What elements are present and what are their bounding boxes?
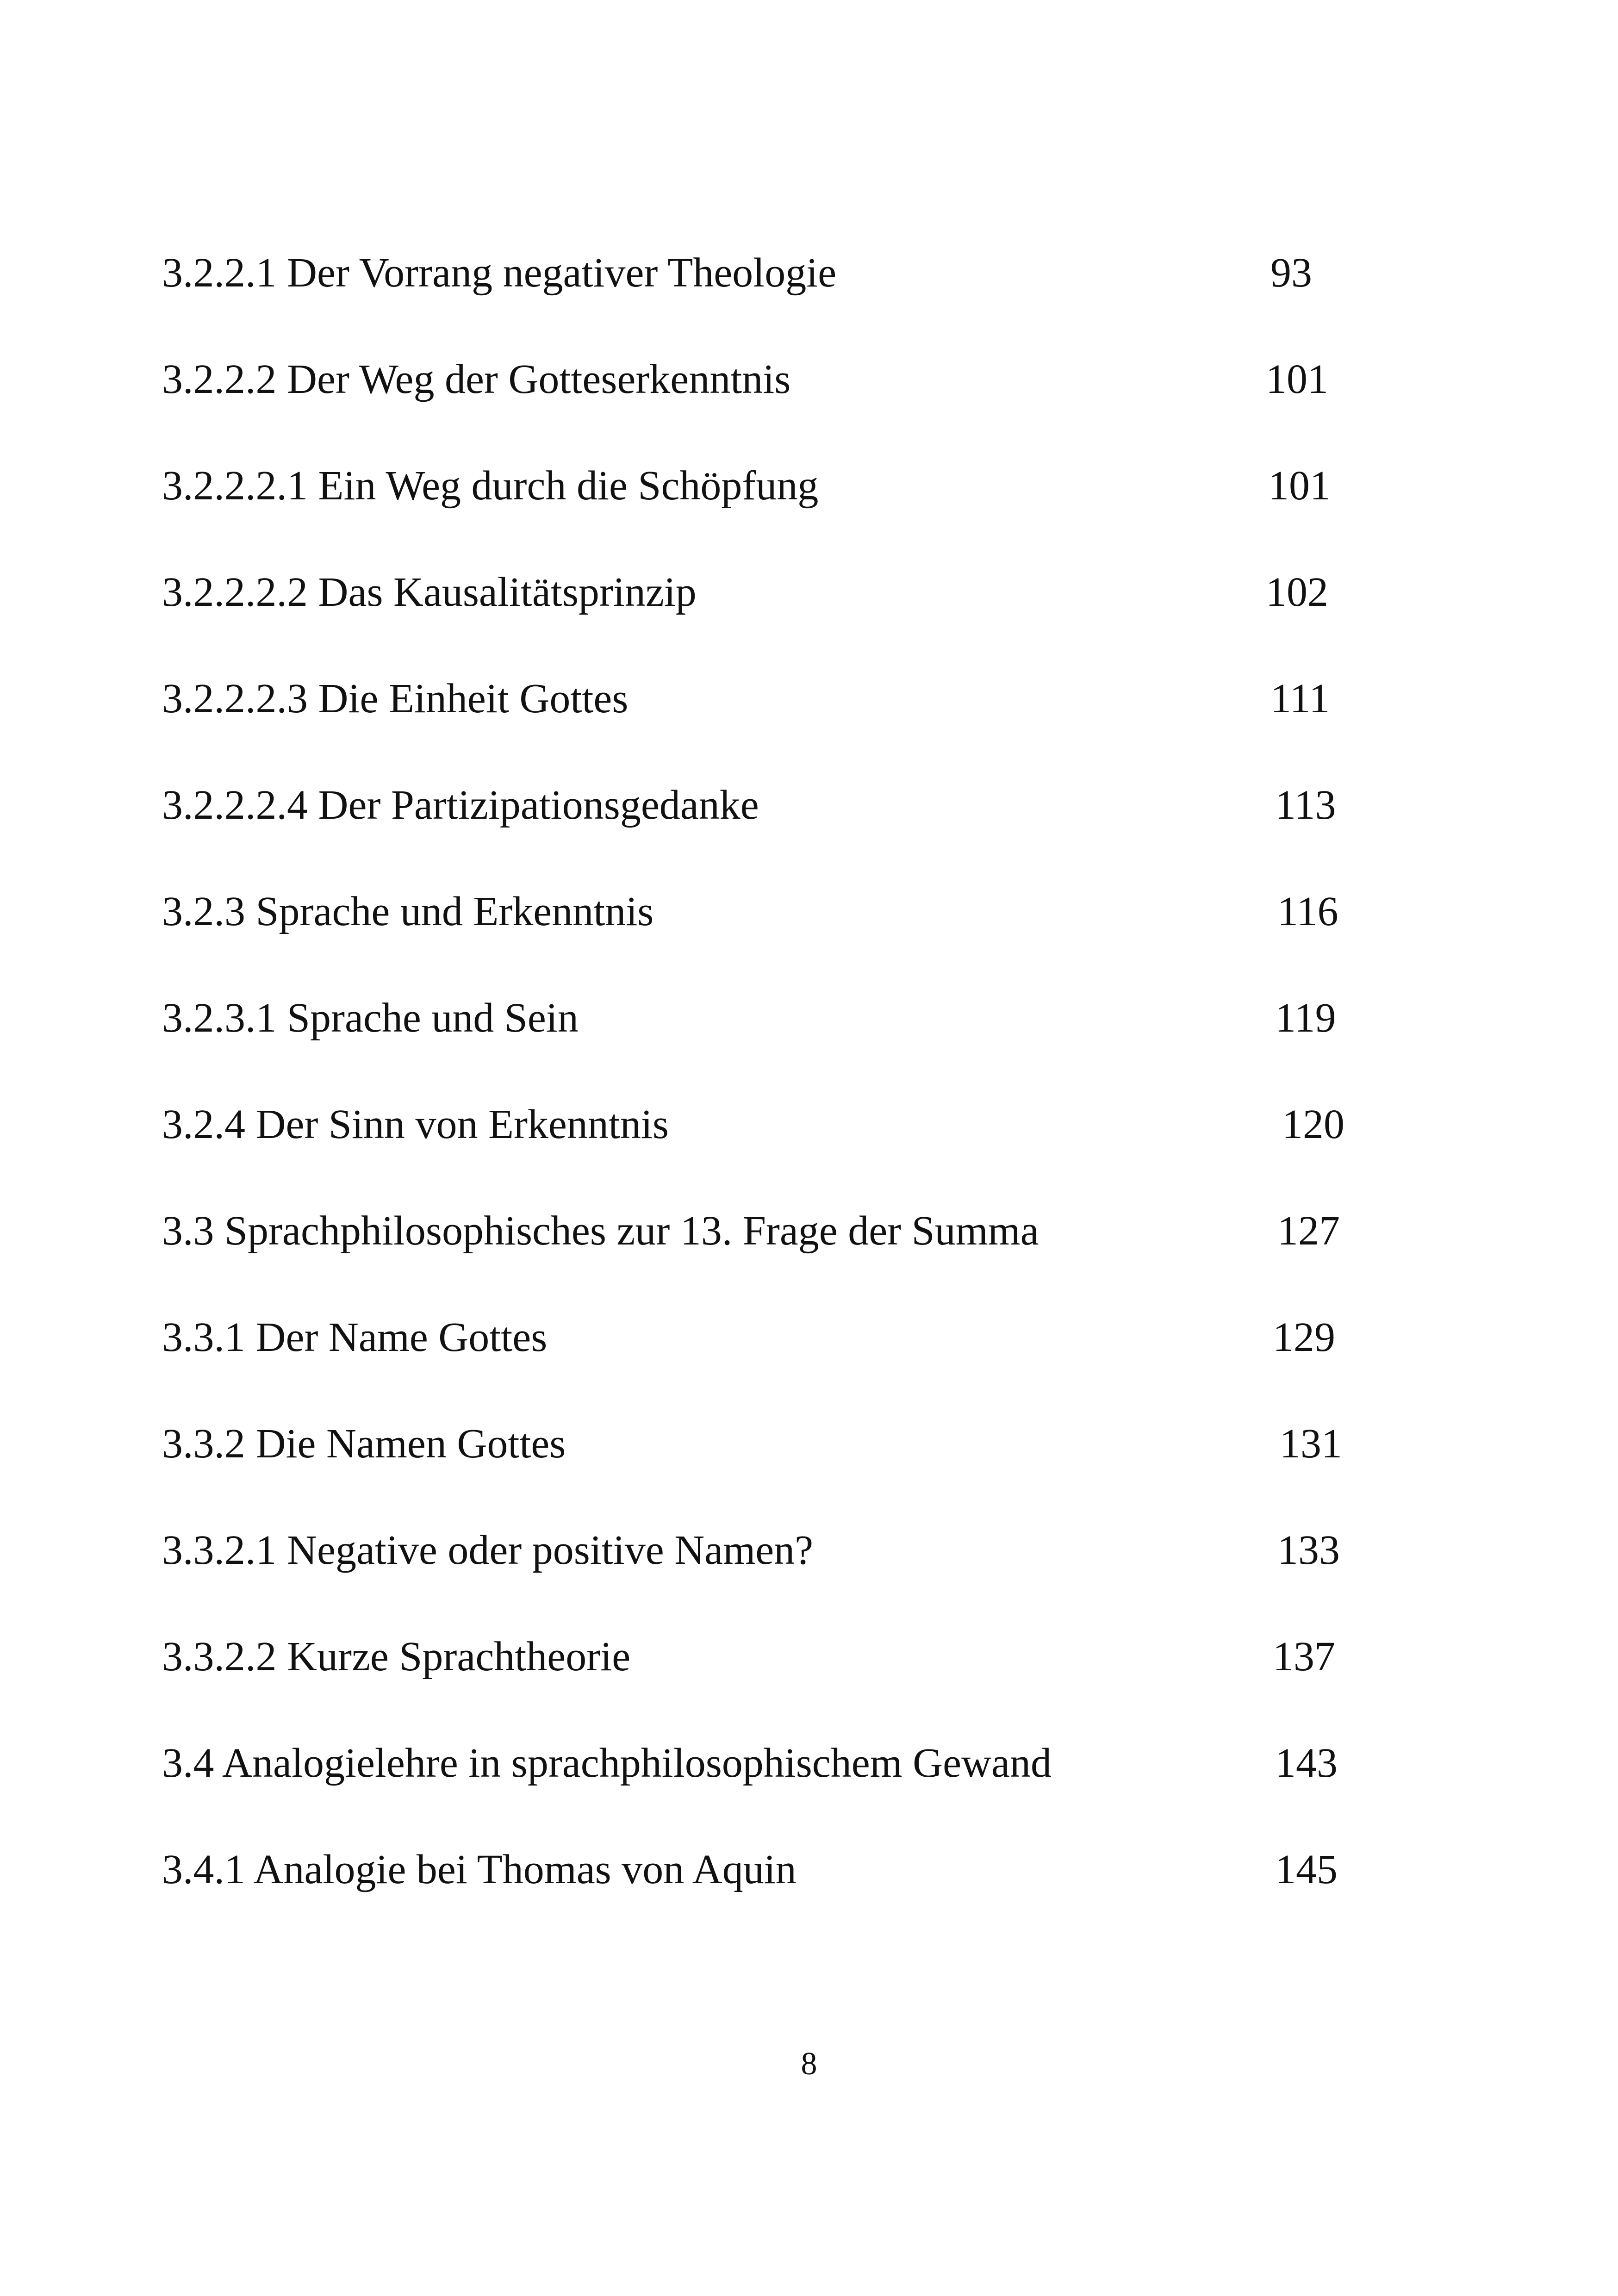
- toc-entry: [162, 243, 1365, 303]
- toc-entry-title: 3.3.2 Die Namen Gottes: [162, 1421, 566, 1467]
- toc-entry: [162, 456, 1365, 516]
- toc-entry-title: 3.3 Sprachphilosophisches zur 13. Frage der Summa: [162, 1208, 1039, 1254]
- toc-entry-page: 119: [1275, 995, 1336, 1041]
- toc-entry-title: 3.2.2.1 Der Vorrang negativer Theologie: [162, 250, 837, 296]
- toc-entry: [162, 1840, 1365, 1900]
- toc-entry-title: 3.2.3.1 Sprache und Sein: [162, 995, 579, 1041]
- toc-entry-title: 3.4 Analogielehre in sprachphilosophischem Gewand: [162, 1740, 1052, 1786]
- toc-entry-page: 143: [1275, 1740, 1338, 1786]
- toc-entry-title: 3.3.2.1 Negative oder positive Namen?: [162, 1527, 814, 1573]
- toc-entry: [162, 1201, 1365, 1261]
- toc-entry-page: 101: [1268, 463, 1331, 509]
- toc-entry-page: 120: [1282, 1101, 1344, 1147]
- toc-entry-title: 3.2.2.2.1 Ein Weg durch die Schöpfung: [162, 463, 819, 509]
- toc-entry-page: 145: [1275, 1847, 1338, 1892]
- toc-entry: [162, 988, 1365, 1048]
- toc-entry-title: 3.2.4 Der Sinn von Erkenntnis: [162, 1101, 669, 1147]
- toc-entry-title: 3.3.1 Der Name Gottes: [162, 1314, 548, 1360]
- toc-entry-title: 3.4.1 Analogie bei Thomas von Aquin: [162, 1847, 797, 1892]
- toc-entry-page: 129: [1273, 1314, 1335, 1360]
- toc-entry-title: 3.2.2.2 Der Weg der Gotteserkenntnis: [162, 356, 791, 402]
- toc-entry-page: 102: [1266, 569, 1328, 615]
- toc-entry: [162, 349, 1365, 410]
- toc-entry-page: 101: [1266, 356, 1328, 402]
- toc-entry: [162, 1520, 1365, 1580]
- toc-entry: [162, 562, 1365, 622]
- toc-entry: [162, 669, 1365, 729]
- toc-entry-page: 116: [1277, 889, 1338, 934]
- page-number: 8: [801, 2046, 817, 2082]
- toc-entry-title: 3.2.3 Sprache und Erkenntnis: [162, 889, 654, 934]
- toc-entry: [162, 1307, 1365, 1368]
- toc-entry: [162, 775, 1365, 835]
- toc-entry: [162, 882, 1365, 942]
- toc-entry-title: 3.2.2.2.3 Die Einheit Gottes: [162, 676, 629, 722]
- toc-entry-page: 111: [1270, 676, 1330, 722]
- toc-entry: [162, 1414, 1365, 1474]
- toc-entry-page: 127: [1277, 1208, 1340, 1254]
- toc-entry: [162, 1627, 1365, 1687]
- toc-entry-page: 113: [1275, 782, 1336, 828]
- toc-entry-page: 93: [1270, 250, 1312, 296]
- toc-entry-title: 3.2.2.2.4 Der Partizipationsgedanke: [162, 782, 759, 828]
- toc-entry-page: 131: [1280, 1421, 1342, 1467]
- toc-entry: [162, 1095, 1365, 1155]
- toc-entry: [162, 1733, 1365, 1793]
- toc-entry-page: 137: [1273, 1634, 1335, 1680]
- toc-entry-title: 3.2.2.2.2 Das Kausalitätsprinzip: [162, 569, 697, 615]
- toc-entry-title: 3.3.2.2 Kurze Sprachtheorie: [162, 1634, 631, 1680]
- toc-entry-page: 133: [1277, 1527, 1340, 1573]
